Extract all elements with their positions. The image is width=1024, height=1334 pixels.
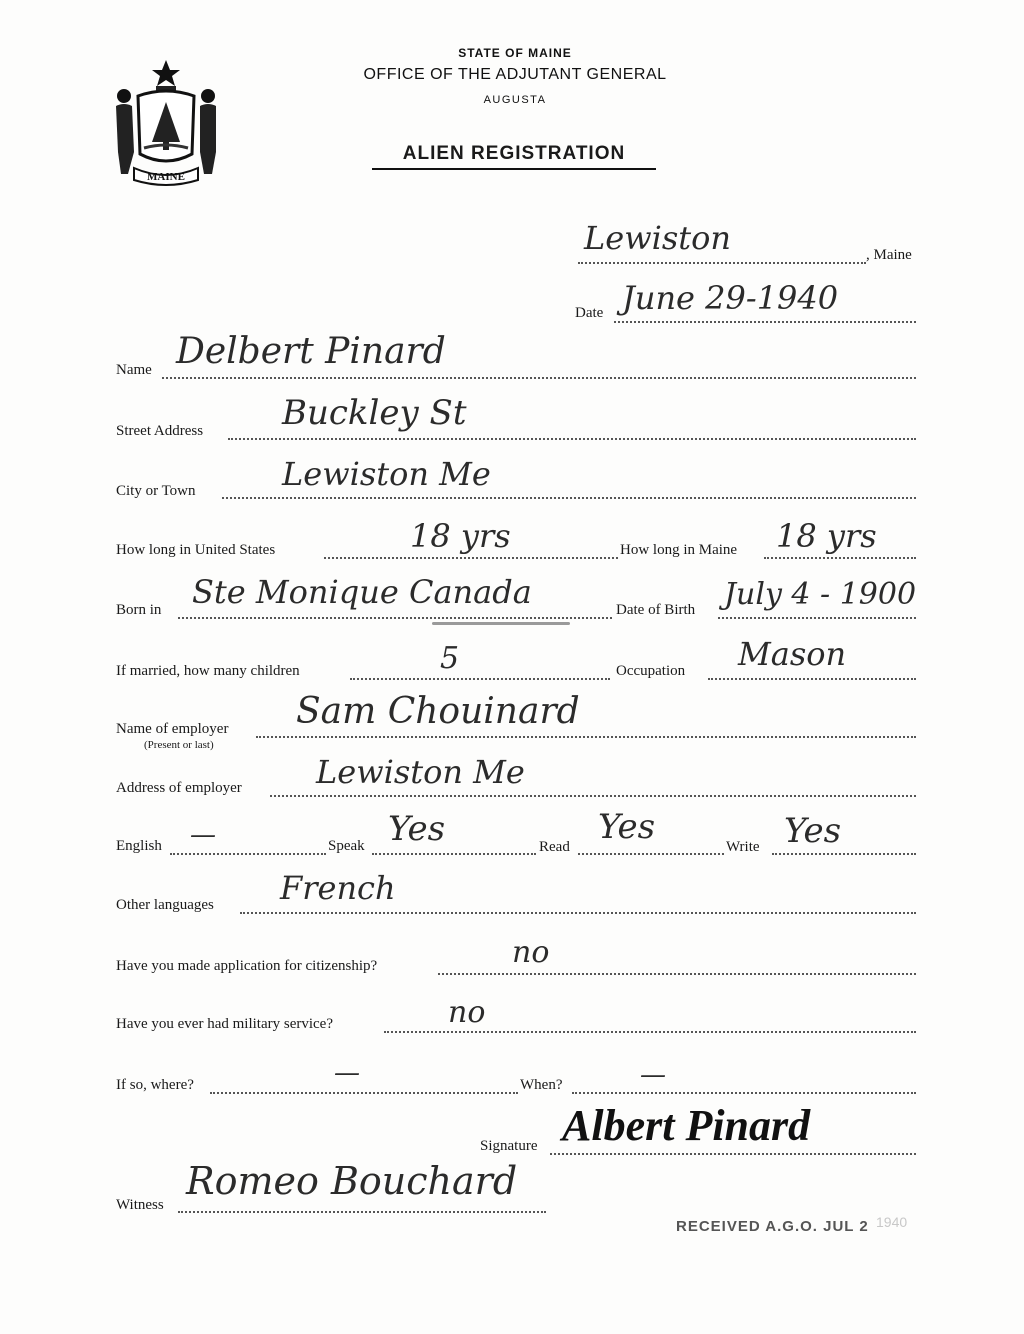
occupation-line <box>708 678 916 680</box>
received-stamp-year: 1940 <box>876 1214 908 1230</box>
speak-value: Yes <box>388 809 446 849</box>
city-or-town-label: City or Town <box>116 483 196 499</box>
employer-name-label: Name of employer <box>116 721 229 737</box>
employer-address-value: Lewiston Me <box>316 753 525 791</box>
born-in-value: Ste Monique Canada <box>192 573 532 611</box>
citizenship-question: Have you made application for citizenship? <box>116 958 378 974</box>
witness-value: Romeo Bouchard <box>186 1159 518 1203</box>
form-title: ALIEN REGISTRATION <box>372 143 656 170</box>
speak-label: Speak <box>328 838 365 854</box>
date-value: June 29-1940 <box>622 279 839 317</box>
read-value: Yes <box>598 807 656 847</box>
born-in-line <box>178 617 612 619</box>
children-label: If married, how many children <box>116 663 300 679</box>
citizenship-value: no <box>512 935 550 970</box>
if-so-where-line <box>210 1092 518 1094</box>
military-line <box>384 1031 916 1033</box>
seal-banner-text: MAINE <box>147 171 185 183</box>
witness-line <box>178 1211 546 1213</box>
date-of-birth-value: July 4 - 1900 <box>724 577 917 612</box>
city-heading: AUGUSTA <box>483 94 547 106</box>
employer-name-value: Sam Chouinard <box>296 691 580 732</box>
employer-name-note: (Present or last) <box>144 739 214 751</box>
english-label: English <box>116 838 162 854</box>
town-value: Lewiston <box>584 219 731 257</box>
if-so-where-label: If so, where? <box>116 1077 194 1093</box>
write-line <box>772 853 916 855</box>
name-line <box>162 377 916 379</box>
name-value: Delbert Pinard <box>176 331 446 372</box>
city-or-town-line <box>222 497 916 499</box>
state-heading: STATE OF MAINE <box>458 46 572 60</box>
write-label: Write <box>726 839 760 855</box>
when-line <box>572 1092 916 1094</box>
how-long-us-line <box>324 557 618 559</box>
occupation-label: Occupation <box>616 663 686 679</box>
occupation-value: Mason <box>738 635 847 673</box>
signature-line <box>550 1153 916 1155</box>
date-label: Date <box>575 305 604 321</box>
witness-label: Witness <box>116 1197 164 1213</box>
received-stamp: RECEIVED A.G.O. JUL 2 <box>676 1218 869 1235</box>
when-label: When? <box>520 1077 563 1093</box>
english-line <box>170 853 326 855</box>
military-value: no <box>448 995 486 1030</box>
other-languages-label: Other languages <box>116 897 214 913</box>
speak-line <box>372 853 536 855</box>
street-address-value: Buckley St <box>282 393 467 433</box>
how-long-maine-label: How long in Maine <box>620 542 738 558</box>
date-of-birth-line <box>718 617 916 619</box>
how-long-maine-value: 18 yrs <box>776 517 877 555</box>
other-languages-value: French <box>280 869 396 907</box>
military-question: Have you ever had military service? <box>116 1016 333 1032</box>
street-address-line <box>228 438 916 440</box>
employer-address-label: Address of employer <box>116 780 242 796</box>
employer-address-line <box>270 795 916 797</box>
how-long-us-label: How long in United States <box>116 542 276 558</box>
children-value: 5 <box>440 641 460 676</box>
if-so-where-value: — <box>334 1058 360 1088</box>
employer-name-line <box>256 736 916 738</box>
read-line <box>578 853 724 855</box>
date-of-birth-label: Date of Birth <box>616 602 696 618</box>
other-languages-line <box>240 912 916 914</box>
office-heading: OFFICE OF THE ADJUTANT GENERAL <box>363 66 667 83</box>
pencil-underline-mark <box>432 622 570 625</box>
how-long-maine-line <box>764 557 916 559</box>
how-long-us-value: 18 yrs <box>410 517 511 555</box>
write-value: Yes <box>784 811 842 851</box>
date-line <box>614 321 916 323</box>
maine-label: , Maine <box>866 247 912 263</box>
english-value: — <box>190 820 216 850</box>
signature-value: Albert Pinard <box>562 1101 811 1150</box>
town-line <box>578 262 866 264</box>
city-or-town-value: Lewiston Me <box>282 455 491 493</box>
name-label: Name <box>116 362 152 378</box>
children-line <box>350 678 610 680</box>
maine-state-seal <box>112 56 220 188</box>
read-label: Read <box>539 839 570 855</box>
born-in-label: Born in <box>116 602 162 618</box>
signature-label: Signature <box>480 1138 538 1154</box>
when-value: — <box>640 1060 666 1090</box>
street-address-label: Street Address <box>116 423 204 439</box>
citizenship-line <box>438 973 916 975</box>
